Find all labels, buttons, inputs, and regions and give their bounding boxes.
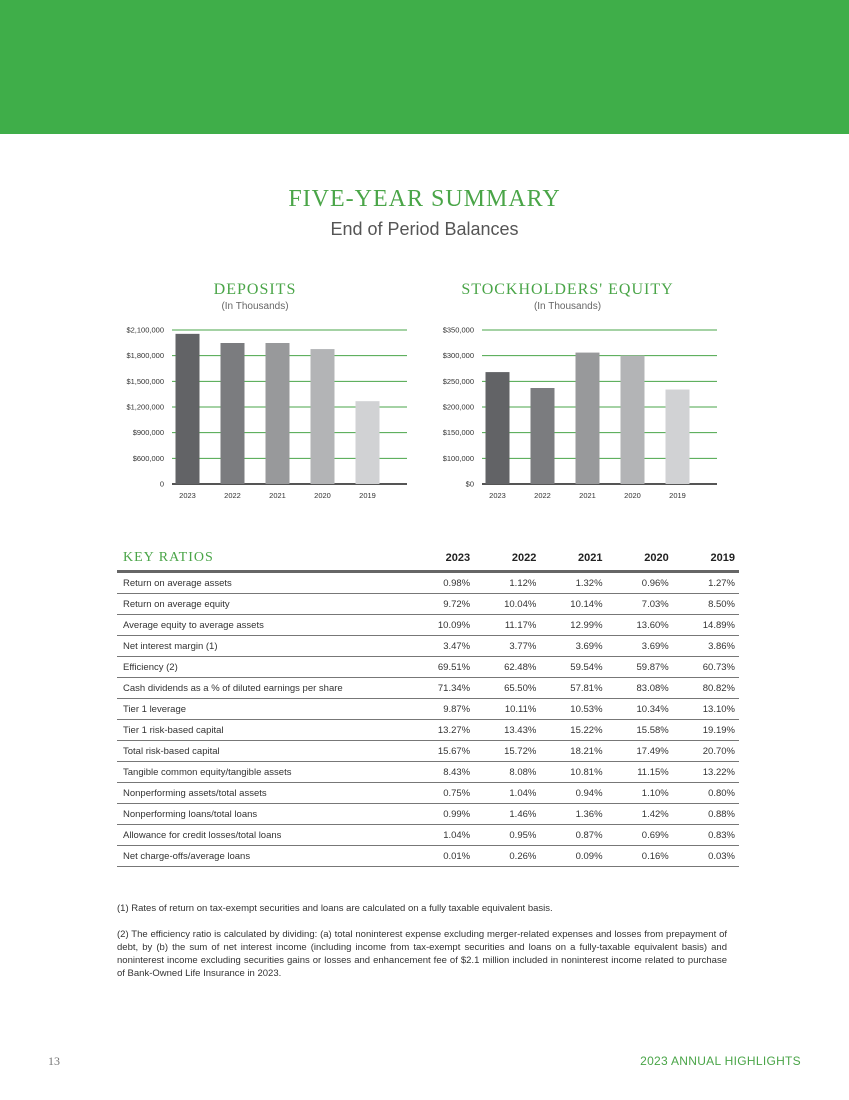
ratio-row [117,636,739,657]
y-tick-label: $1,500,000 [126,376,164,386]
ratio-value: 0.69% [607,825,673,846]
equity-chart-subtitle: (In Thousands) [533,301,602,312]
ratio-value: 12.99% [540,615,606,636]
ratio-value: 1.32% [540,572,606,594]
y-tick-label: $0 [465,479,474,489]
ratio-value: 65.50% [474,678,540,699]
y-tick-label: $350,000 [442,325,474,335]
bar-2019 [356,401,380,484]
ratio-value: 0.01% [408,846,474,867]
ratio-row [117,699,739,720]
ratio-value: 0.03% [673,846,739,867]
y-tick-label: $1,200,000 [126,402,164,412]
deposits-chart-subtitle: (In Thousands) [221,301,289,312]
ratio-value: 0.75% [408,783,474,804]
x-tick-label: 2023 [179,491,196,500]
ratio-value: 1.46% [474,804,540,825]
ratio-value: 13.27% [408,720,474,741]
ratio-label: Total risk-based capital [117,741,408,762]
ratio-value: 11.15% [607,762,673,783]
ratio-label: Net charge-offs/average loans [117,846,408,867]
equity-chart [420,320,720,510]
ratio-value: 0.80% [673,783,739,804]
x-tick-label: 2022 [224,491,241,500]
ratio-row [117,825,739,846]
ratio-value: 71.34% [408,678,474,699]
ratio-value: 1.12% [474,572,540,594]
ratio-value: 1.10% [607,783,673,804]
bar-2022 [221,343,245,484]
ratio-row [117,678,739,699]
ratio-value: 10.04% [474,594,540,615]
y-tick-label: $100,000 [442,453,474,463]
footnote-2: (2) The efficiency ratio is calculated by dividing: (a) total noninterest expense excluding merger-related expenses and losses from prepayment of debt, by (b) the sum of net interest income (including income from tax-exempt securities and loans on a fully-taxable equivalent basis) and noninterest income excluding securities gains or losses and enhancement fee of $2.1 million included in noninterest income related to purchase of Bank-Owned Life Insurance in 2023. [117,929,727,979]
ratio-value: 15.22% [540,720,606,741]
ratio-label: Nonperforming loans/total loans [117,804,408,825]
ratio-value: 3.69% [607,636,673,657]
ratio-row [117,804,739,825]
bar-2019 [666,390,690,484]
ratio-value: 62.48% [474,657,540,678]
ratio-value: 15.72% [474,741,540,762]
ratio-value: 0.16% [607,846,673,867]
ratio-value: 57.81% [540,678,606,699]
y-tick-label: $300,000 [442,351,474,361]
ratio-row [117,741,739,762]
ratio-value: 10.09% [408,615,474,636]
key-ratios-table [117,549,739,867]
page-number: 13 [48,1054,60,1068]
ratio-row [117,572,739,594]
page-subtitle: End of Period Balances [330,219,519,239]
deposits-chart [110,320,410,510]
year-header: 2019 [673,549,739,572]
bar-2020 [311,349,335,484]
x-tick-label: 2023 [489,491,506,500]
year-header: 2021 [540,549,606,572]
y-tick-label: $900,000 [132,428,164,438]
ratio-label: Allowance for credit losses/total loans [117,825,408,846]
ratio-row [117,720,739,741]
y-tick-label: $200,000 [442,402,474,412]
ratio-value: 69.51% [408,657,474,678]
ratio-value: 1.27% [673,572,739,594]
ratio-value: 0.09% [540,846,606,867]
ratio-label: Return on average assets [117,572,408,594]
ratio-value: 13.43% [474,720,540,741]
ratio-value: 10.81% [540,762,606,783]
ratio-value: 0.96% [607,572,673,594]
ratio-label: Tangible common equity/tangible assets [117,762,408,783]
ratio-value: 0.87% [540,825,606,846]
year-header: 2023 [408,549,474,572]
publication-title: 2023 ANNUAL HIGHLIGHTS [640,1054,801,1068]
x-tick-label: 2019 [669,491,686,500]
ratio-value: 59.87% [607,657,673,678]
ratio-value: 19.19% [673,720,739,741]
footnote-1: (1) Rates of return on tax-exempt securities and loans are calculated on a fully taxable equivalent basis. [117,903,553,914]
equity-chart-title: STOCKHOLDERS' EQUITY [461,281,674,298]
ratio-value: 83.08% [607,678,673,699]
ratio-row [117,594,739,615]
page-title: FIVE-YEAR SUMMARY [288,186,561,212]
x-tick-label: 2019 [359,491,376,500]
ratio-value: 13.22% [673,762,739,783]
bar-2020 [621,356,645,484]
header-banner [0,0,849,134]
ratio-value: 13.60% [607,615,673,636]
ratio-value: 0.26% [474,846,540,867]
ratio-label: Net interest margin (1) [117,636,408,657]
ratio-value: 10.53% [540,699,606,720]
ratio-value: 18.21% [540,741,606,762]
ratio-value: 0.94% [540,783,606,804]
key-ratios-header-row [117,549,739,572]
ratio-value: 1.42% [607,804,673,825]
x-tick-label: 2020 [314,491,331,500]
ratio-value: 7.03% [607,594,673,615]
y-tick-label: 0 [159,479,164,489]
ratio-value: 1.36% [540,804,606,825]
ratio-value: 11.17% [474,615,540,636]
ratio-row [117,657,739,678]
y-tick-label: $250,000 [442,376,474,386]
bar-2022 [531,388,555,484]
x-tick-label: 2022 [534,491,551,500]
ratio-value: 20.70% [673,741,739,762]
ratio-value: 59.54% [540,657,606,678]
ratio-value: 9.72% [408,594,474,615]
ratio-label: Return on average equity [117,594,408,615]
ratio-value: 10.11% [474,699,540,720]
ratio-label: Tier 1 risk-based capital [117,720,408,741]
ratio-value: 8.43% [408,762,474,783]
ratio-value: 17.49% [607,741,673,762]
ratio-label: Cash dividends as a % of diluted earnings per share [117,678,408,699]
ratio-value: 8.08% [474,762,540,783]
bar-2023 [486,372,510,484]
ratio-value: 0.95% [474,825,540,846]
ratio-value: 3.86% [673,636,739,657]
ratio-value: 80.82% [673,678,739,699]
ratio-value: 8.50% [673,594,739,615]
ratio-value: 13.10% [673,699,739,720]
ratio-value: 3.69% [540,636,606,657]
ratio-value: 15.67% [408,741,474,762]
x-tick-label: 2021 [269,491,286,500]
ratio-value: 15.58% [607,720,673,741]
ratio-value: 3.47% [408,636,474,657]
ratio-label: Tier 1 leverage [117,699,408,720]
y-tick-label: $150,000 [442,428,474,438]
x-tick-label: 2020 [624,491,641,500]
ratio-label: Average equity to average assets [117,615,408,636]
deposits-chart-title: DEPOSITS [213,281,297,298]
ratio-row [117,615,739,636]
ratio-value: 0.99% [408,804,474,825]
ratio-value: 10.34% [607,699,673,720]
ratio-row [117,762,739,783]
y-tick-label: $2,100,000 [126,325,164,335]
y-tick-label: $600,000 [132,453,164,463]
ratio-value: 0.83% [673,825,739,846]
ratio-label: Nonperforming assets/total assets [117,783,408,804]
ratio-label: Efficiency (2) [117,657,408,678]
ratio-value: 3.77% [474,636,540,657]
year-header: 2022 [474,549,540,572]
bar-2023 [176,334,200,484]
ratio-value: 60.73% [673,657,739,678]
ratio-value: 1.04% [408,825,474,846]
ratio-value: 0.88% [673,804,739,825]
bar-2021 [576,353,600,484]
bar-2021 [266,343,290,484]
ratio-row [117,783,739,804]
ratio-value: 1.04% [474,783,540,804]
ratio-row [117,846,739,867]
ratio-value: 10.14% [540,594,606,615]
key-ratios-heading: KEY RATIOS [117,549,408,572]
ratio-value: 9.87% [408,699,474,720]
year-header: 2020 [607,549,673,572]
x-tick-label: 2021 [579,491,596,500]
ratio-value: 14.89% [673,615,739,636]
y-tick-label: $1,800,000 [126,351,164,361]
ratio-value: 0.98% [408,572,474,594]
